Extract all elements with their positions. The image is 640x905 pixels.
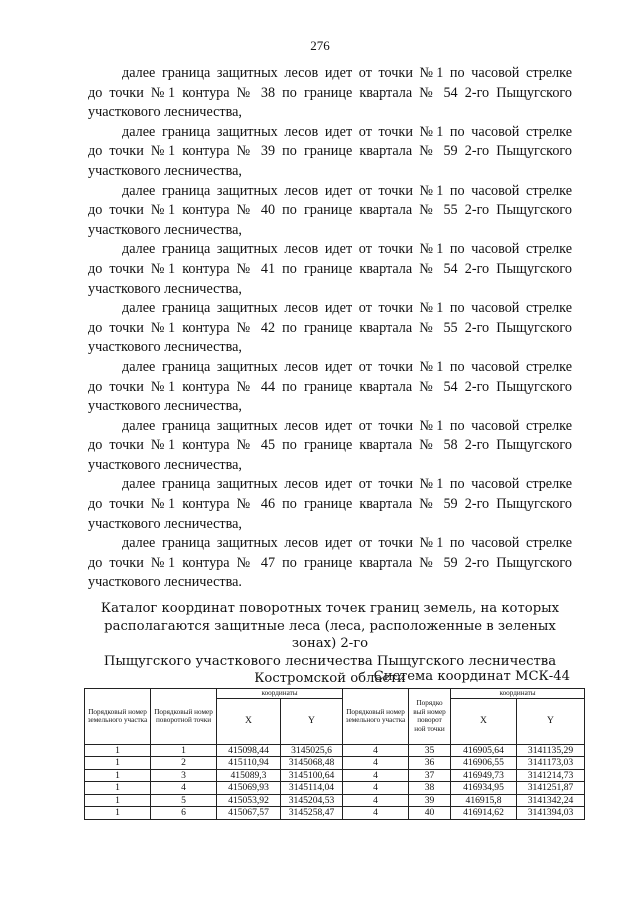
paragraph-line-3: участкового лесничества, [88,515,242,532]
table-cell: 1 [85,807,151,820]
table-cell: 415098,44 [217,744,281,757]
paragraph [88,64,572,123]
table-cell: 1 [85,757,151,770]
table-cell: 3145100,64 [281,769,343,782]
table-cell: 5 [151,794,217,807]
table-cell: 4 [343,782,409,795]
table-cell: 4 [343,757,409,770]
table-row [85,769,585,782]
table-cell: 416949,73 [451,769,517,782]
header-point-number: Порядковый номер поворотной точки [151,689,217,745]
table-cell: 416934,95 [451,782,517,795]
paragraph-line-3: участкового лесничества, [88,456,242,473]
table-cell: 3145025,6 [281,744,343,757]
catalog-title-line: располагаются защитные леса (леса, расположенные в зеленых зонах) 2-го [104,618,556,651]
table-row [85,782,585,795]
table-cell: 1 [151,744,217,757]
table-cell: 3145114,04 [281,782,343,795]
table-cell: 39 [409,794,451,807]
table-row [85,744,585,757]
table-cell: 4 [151,782,217,795]
table-cell: 4 [343,744,409,757]
paragraph-line-3: участкового лесничества, [88,398,242,415]
paragraph-line-1: далее граница защитных лесов идет от точки №1 по часовой стрелке [122,535,572,552]
table-cell: 3141394,03 [517,807,585,820]
catalog-title-line: Каталог координат поворотных точек границ земель, на которых [100,601,560,616]
table-cell: 2 [151,757,217,770]
table-cell: 416914,62 [451,807,517,820]
table-cell: 416915,8 [451,794,517,807]
paragraph-line-2: до точки №1 контура № 39 по границе квартала № 59 2-го Пыщугского [88,143,572,160]
paragraph-line-3: участкового лесничества, [88,162,242,179]
table-cell: 416906,55 [451,757,517,770]
header-parcel-number: Порядковый номер земельного участка [85,689,151,745]
table-cell: 415053,92 [217,794,281,807]
table-cell: 35 [409,744,451,757]
table-cell: 3141135,29 [517,744,585,757]
table-cell: 415089,3 [217,769,281,782]
paragraph-line-2: до точки №1 контура № 38 по границе квартала № 54 2-го Пыщугского [88,84,572,101]
paragraph-line-3: участкового лесничества. [88,574,242,591]
table-row [85,807,585,820]
header-coordinates-right: координаты [451,689,585,699]
header-parcel-number-right: Порядковый номер земельного участка [343,689,409,745]
paragraph-line-1: далее граница защитных лесов идет от точки №1 по часовой стрелке [122,476,572,493]
table-cell: 40 [409,807,451,820]
table-cell: 3141342,24 [517,794,585,807]
table-cell: 6 [151,807,217,820]
header-y: Y [281,698,343,744]
header-x: X [217,698,281,744]
paragraph [88,182,572,241]
table-cell: 4 [343,794,409,807]
table-row [85,794,585,807]
paragraph-line-3: участкового лесничества, [88,221,242,238]
paragraph-line-2: до точки №1 контура № 46 по границе квартала № 59 2-го Пыщугского [88,496,572,513]
table-cell: 415069,93 [217,782,281,795]
paragraph [88,240,572,299]
coordinates-table [84,688,585,820]
paragraph-line-3: участкового лесничества, [88,104,242,121]
coordinate-system-label: Система координат МСК-44 [373,669,570,684]
catalog-title-line: Костромской области [254,671,406,686]
table-header-row [85,689,585,699]
paragraph-line-2: до точки №1 контура № 40 по границе квартала № 55 2-го Пыщугского [88,202,572,219]
paragraph [88,534,572,593]
table-cell: 38 [409,782,451,795]
table-cell: 1 [85,794,151,807]
table-cell: 4 [343,807,409,820]
header-x-right: X [451,698,517,744]
table-cell: 3141173,03 [517,757,585,770]
paragraph-line-1: далее граница защитных лесов идет от точки №1 по часовой стрелке [122,241,572,258]
paragraph-line-1: далее граница защитных лесов идет от точки №1 по часовой стрелке [122,182,572,199]
paragraph [88,358,572,417]
table-cell: 36 [409,757,451,770]
paragraph-line-2: до точки №1 контура № 41 по границе квартала № 54 2-го Пыщугского [88,260,572,277]
paragraph [88,299,572,358]
table-body [85,744,585,819]
paragraph-line-1: далее граница защитных лесов идет от точки №1 по часовой стрелке [122,417,572,434]
paragraph-line-1: далее граница защитных лесов идет от точки №1 по часовой стрелке [122,123,572,140]
paragraph-line-2: до точки №1 контура № 44 по границе квартала № 54 2-го Пыщугского [88,378,572,395]
table-cell: 4 [343,769,409,782]
page-number: 276 [310,38,330,53]
table-cell: 3141214,73 [517,769,585,782]
header-point-number-right: Порядко вый номер поворот ной точки [409,689,451,745]
table-cell: 37 [409,769,451,782]
table-cell: 1 [85,744,151,757]
table-cell: 416905,64 [451,744,517,757]
table-cell: 3145258,47 [281,807,343,820]
table-cell: 3141251,87 [517,782,585,795]
table-row [85,757,585,770]
paragraph-line-2: до точки №1 контура № 42 по границе квартала № 55 2-го Пыщугского [88,319,572,336]
table-cell: 1 [85,782,151,795]
header-y-right: Y [517,698,585,744]
header-coordinates: координаты [217,689,343,699]
paragraph [88,123,572,182]
paragraph-line-3: участкового лесничества, [88,280,242,297]
table-cell: 3145204,53 [281,794,343,807]
paragraph-line-1: далее граница защитных лесов идет от точки №1 по часовой стрелке [122,300,572,317]
paragraph [88,475,572,534]
paragraph [88,417,572,476]
catalog-title-line: Пыщугского участкового лесничества Пыщугского лесничества [103,653,557,669]
body-text [88,64,572,593]
paragraph-line-2: до точки №1 контура № 47 по границе квартала № 59 2-го Пыщугского [88,554,572,571]
table-cell: 415067,57 [217,807,281,820]
table-cell: 415110,94 [217,757,281,770]
table-cell: 3 [151,769,217,782]
paragraph-line-2: до точки №1 контура № 45 по границе квартала № 58 2-го Пыщугского [88,437,572,454]
paragraph-line-1: далее граница защитных лесов идет от точки №1 по часовой стрелке [122,65,572,81]
table-cell: 3145068,48 [281,757,343,770]
paragraph-line-3: участкового лесничества, [88,339,242,356]
table-cell: 1 [85,769,151,782]
paragraph-line-1: далее граница защитных лесов идет от точки №1 по часовой стрелке [122,358,572,375]
